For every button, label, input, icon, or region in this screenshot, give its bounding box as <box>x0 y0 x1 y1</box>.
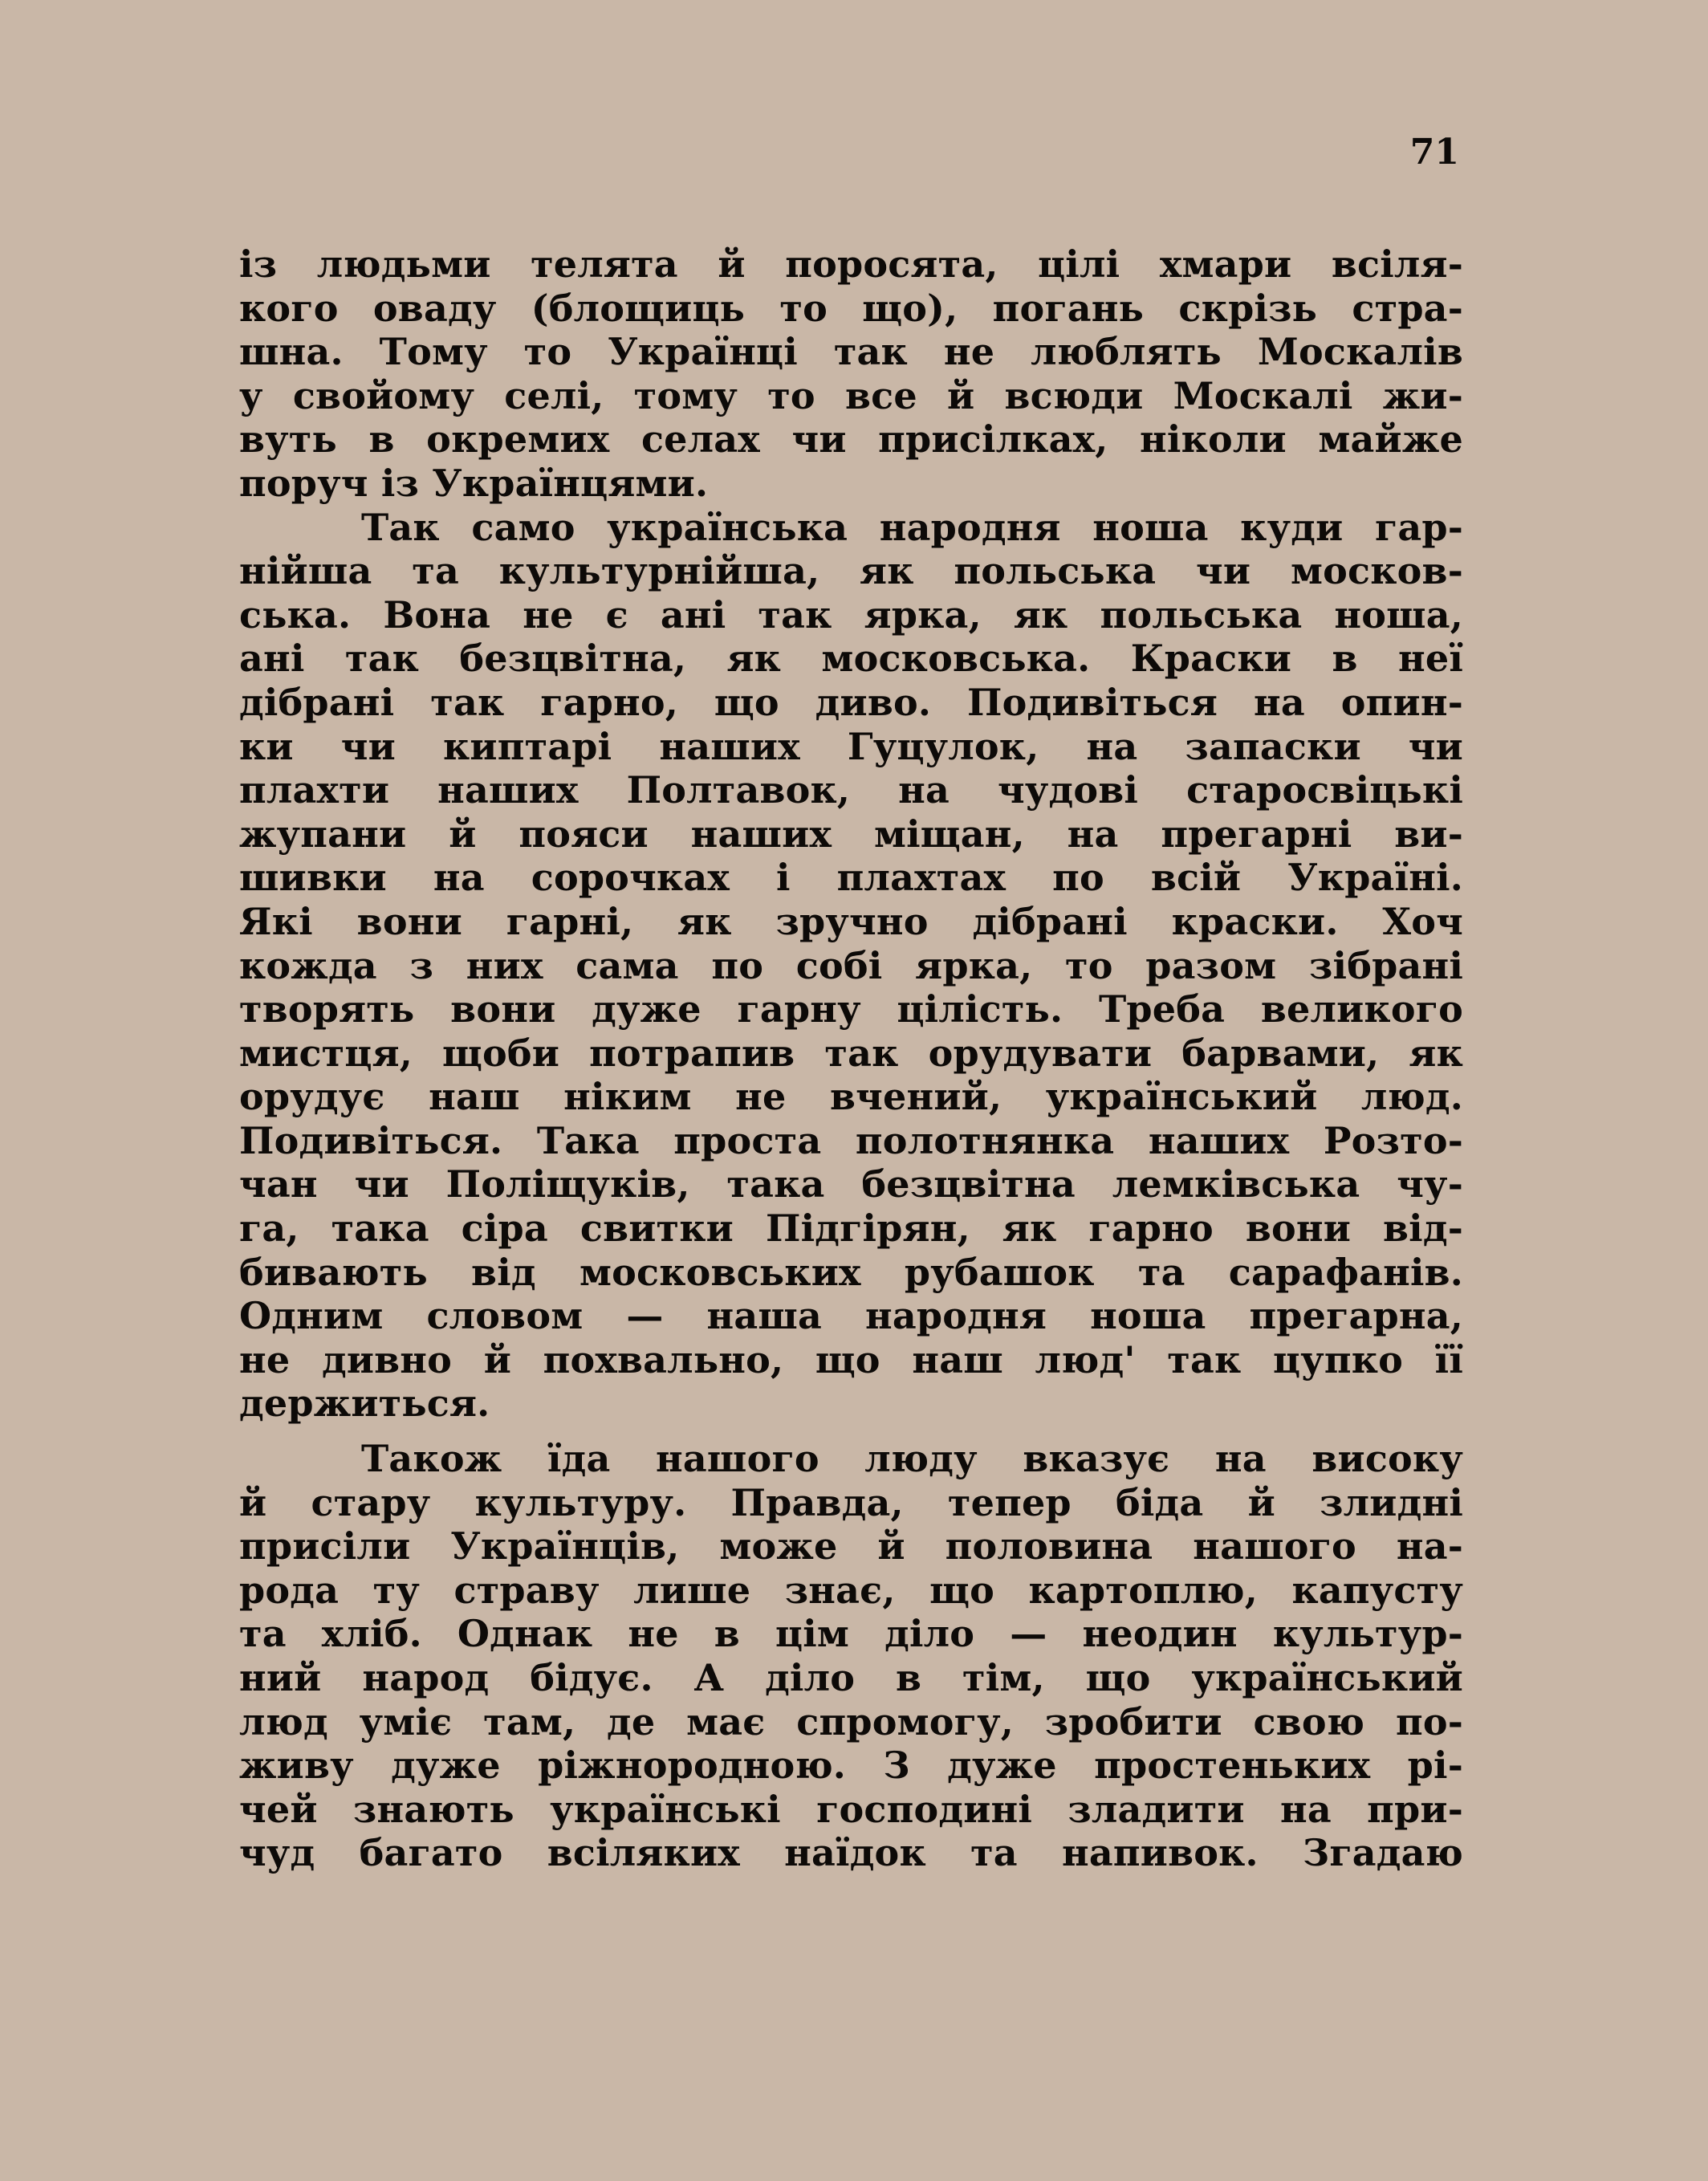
text-line: га, така сіра свитки Підгірян, як гарно вони від- <box>239 1206 1463 1251</box>
text-line: рода ту страву лише знає, що картоплю, капусту <box>239 1568 1463 1612</box>
text-line: творять вони дуже гарну цілість. Треба великого <box>239 987 1463 1031</box>
text-line: та хліб. Однак не в цім діло — неодин культур- <box>239 1612 1463 1656</box>
text-line: чей знають українські господині зладити на при- <box>239 1787 1463 1831</box>
text-line: плахти наших Полтавок, на чудові старосвіцькі <box>239 768 1463 812</box>
text-line: нійша та культурнійша, як польська чи москов- <box>239 549 1463 593</box>
text-line: держиться. <box>239 1381 490 1426</box>
text-line: живу дуже ріжнородною. З дуже простеньких рі- <box>239 1744 1463 1788</box>
paragraph <box>239 1437 1463 1875</box>
paragraph-spacer <box>239 1426 1463 1437</box>
text-line: чуд багато всіляких наїдок та напивок. Згадаю <box>239 1831 1463 1875</box>
text-line: присіли Українців, може й половина нашого на- <box>239 1524 1463 1569</box>
text-line: Подивіться. Така проста полотнянка наших Розто- <box>239 1118 1463 1162</box>
page-number: 71 <box>1409 132 1459 173</box>
text-line: Які вони гарні, як зручно дібрані краски. Хоч <box>239 899 1463 943</box>
text-line: люд уміє там, де має спромогу, зробити свою по- <box>239 1699 1463 1744</box>
text-line: Так само українська народня ноша куди гар- <box>361 505 1463 549</box>
text-line: у свойому селі, тому то все й всюди Москалі жи- <box>239 373 1463 417</box>
text-line: ська. Вона не є ані так ярка, як польська ноша, <box>239 592 1463 637</box>
text-line: жупани й пояси наших міщан, на прегарні ви- <box>239 812 1463 856</box>
text-line: орудує наш ніким не вчений, український люд. <box>239 1075 1463 1119</box>
text-line: дібрані так гарно, що диво. Подивіться на опин- <box>239 680 1463 724</box>
text-line: поруч із Українцями. <box>239 461 709 505</box>
text-line: шивки на сорочках і плахтах по всій Україні. <box>239 856 1463 900</box>
text-line: вуть в окремих селах чи присілках, ніколи майже <box>239 417 1463 462</box>
text-line: ний народ бідує. А діло в тім, що український <box>239 1656 1463 1699</box>
text-line: ки чи киптарі наших Гуцулок, на запаски чи <box>239 724 1463 768</box>
text-line: не дивно й похвально, що наш люд' так цупко її <box>239 1337 1463 1381</box>
text-line: шна. Тому то Українці так не люблять Москалів <box>239 330 1463 374</box>
text-line: чан чи Поліщуків, така безцвітна лемківська чу- <box>239 1162 1463 1206</box>
text-line: Також їда нашого люду вказує на високу <box>361 1437 1463 1481</box>
text-line: бивають від московських рубашок та сарафанів. <box>239 1250 1463 1294</box>
text-line: мистця, щоби потрапив так орудувати барвами, як <box>239 1031 1463 1075</box>
text-line: кожда з них сама по собі ярка, то разом зібрані <box>239 943 1463 987</box>
paragraph <box>239 506 1463 1426</box>
text-line: кого оваду (блощиць то що), погань скрізь стра- <box>239 286 1463 330</box>
text-line: із людьми телята й поросята, цілі хмари всіля- <box>239 242 1463 286</box>
text-line: Одним словом — наша народня ноша прегарна, <box>239 1294 1463 1338</box>
paragraph <box>239 242 1463 506</box>
body-text <box>239 242 1463 1875</box>
text-line: ані так безцвітна, як московська. Краски в неї <box>239 637 1463 681</box>
text-line: й стару культуру. Правда, тепер біда й злидні <box>239 1480 1463 1524</box>
